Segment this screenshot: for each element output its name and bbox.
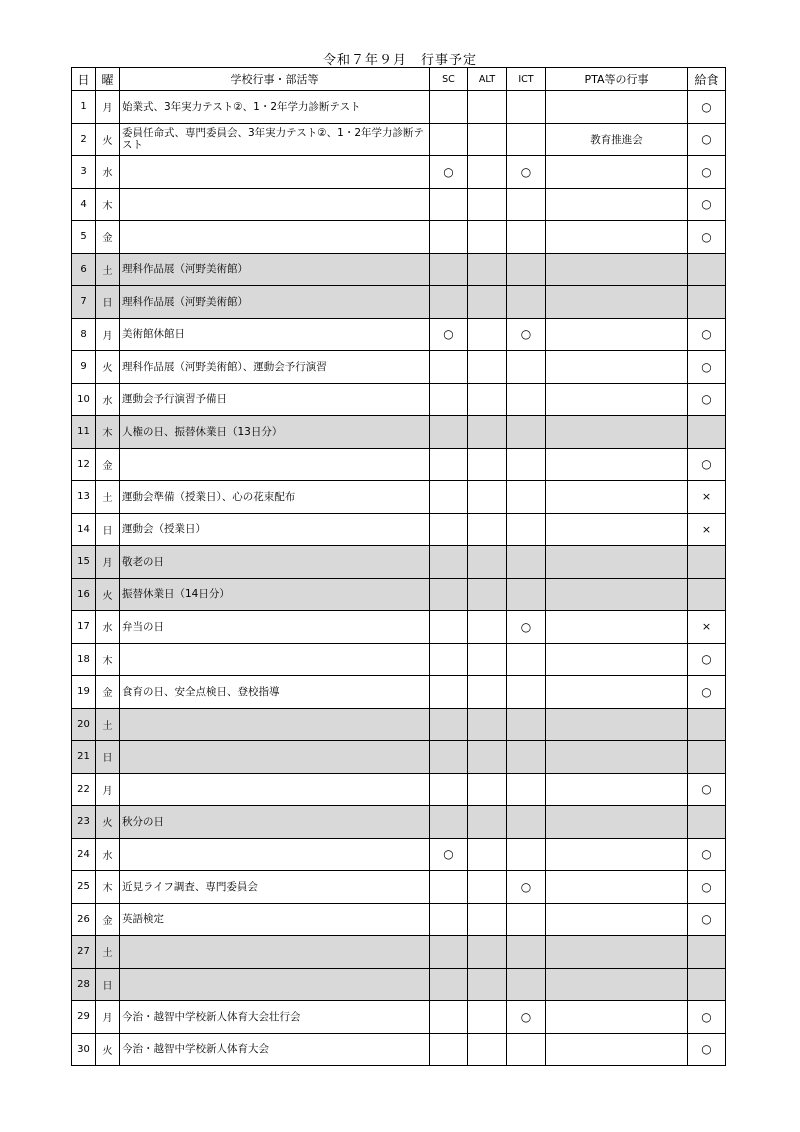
lunch-cell [688, 546, 726, 579]
table-row [72, 968, 726, 1001]
date-cell: 29 [72, 1001, 96, 1034]
lunch-cell: ○ [688, 156, 726, 189]
ict-cell [507, 708, 546, 741]
lunch-cell: ○ [688, 838, 726, 871]
sc-cell [430, 286, 468, 319]
weekday-cell: 木 [96, 871, 120, 904]
pta-cell [546, 383, 688, 416]
pta-cell [546, 513, 688, 546]
table-row [72, 383, 726, 416]
event-cell: 今治・越智中学校新人体育大会 [120, 1033, 430, 1066]
event-cell [120, 838, 430, 871]
weekday-cell: 月 [96, 546, 120, 579]
pta-cell [546, 968, 688, 1001]
ict-cell [507, 676, 546, 709]
pta-cell [546, 806, 688, 839]
weekday-cell: 日 [96, 286, 120, 319]
ict-cell: ○ [507, 1001, 546, 1034]
sc-cell [430, 221, 468, 254]
date-cell: 19 [72, 676, 96, 709]
date-cell: 23 [72, 806, 96, 839]
date-cell: 17 [72, 611, 96, 644]
pta-cell [546, 676, 688, 709]
sc-cell [430, 643, 468, 676]
event-cell: 人権の日、振替休業日（13日分） [120, 416, 430, 449]
date-cell: 7 [72, 286, 96, 319]
header-weekday: 曜 [96, 68, 120, 91]
table-row [72, 936, 726, 969]
ict-cell: ○ [507, 156, 546, 189]
sc-cell [430, 253, 468, 286]
pta-cell [546, 91, 688, 124]
weekday-cell: 水 [96, 611, 120, 644]
date-cell: 20 [72, 708, 96, 741]
ict-cell [507, 578, 546, 611]
weekday-cell: 金 [96, 903, 120, 936]
table-row [72, 773, 726, 806]
date-cell: 27 [72, 936, 96, 969]
date-cell: 21 [72, 741, 96, 774]
sc-cell [430, 416, 468, 449]
event-cell [120, 741, 430, 774]
pta-cell [546, 188, 688, 221]
table-row [72, 286, 726, 319]
alt-cell [468, 708, 507, 741]
event-cell [120, 708, 430, 741]
weekday-cell: 金 [96, 676, 120, 709]
weekday-cell: 日 [96, 968, 120, 1001]
ict-cell [507, 123, 546, 156]
ict-cell [507, 91, 546, 124]
ict-cell [507, 481, 546, 514]
event-cell: 理科作品展（河野美術館）、運動会予行演習 [120, 351, 430, 384]
date-cell: 25 [72, 871, 96, 904]
pta-cell [546, 871, 688, 904]
schedule-table [71, 67, 726, 1066]
header-sc: SC [430, 68, 468, 91]
table-row [72, 351, 726, 384]
table-row [72, 578, 726, 611]
event-cell: 理科作品展（河野美術館） [120, 253, 430, 286]
event-cell: 美術館休館日 [120, 318, 430, 351]
event-cell: 近見ライフ調査、専門委員会 [120, 871, 430, 904]
pta-cell [546, 546, 688, 579]
lunch-cell [688, 936, 726, 969]
event-cell [120, 968, 430, 1001]
event-cell: 弁当の日 [120, 611, 430, 644]
lunch-cell: ○ [688, 448, 726, 481]
event-cell: 理科作品展（河野美術館） [120, 286, 430, 319]
weekday-cell: 火 [96, 351, 120, 384]
event-cell [120, 156, 430, 189]
sc-cell [430, 188, 468, 221]
alt-cell [468, 611, 507, 644]
lunch-cell: ○ [688, 903, 726, 936]
ict-cell [507, 351, 546, 384]
ict-cell [507, 903, 546, 936]
table-row [72, 643, 726, 676]
weekday-cell: 土 [96, 253, 120, 286]
weekday-cell: 火 [96, 806, 120, 839]
alt-cell [468, 91, 507, 124]
weekday-cell: 木 [96, 188, 120, 221]
pta-cell [546, 221, 688, 254]
weekday-cell: 金 [96, 448, 120, 481]
ict-cell [507, 513, 546, 546]
lunch-cell: ○ [688, 123, 726, 156]
ict-cell [507, 968, 546, 1001]
pta-cell [546, 481, 688, 514]
lunch-cell [688, 741, 726, 774]
ict-cell: ○ [507, 318, 546, 351]
event-cell [120, 643, 430, 676]
event-cell: 始業式、3年実力テスト②、1・2年学力診断テスト [120, 91, 430, 124]
sc-cell [430, 676, 468, 709]
page-title: 令和７年９月 行事予定 [322, 53, 477, 68]
table-row [72, 416, 726, 449]
schedule-body [72, 91, 726, 1066]
weekday-cell: 木 [96, 643, 120, 676]
ict-cell [507, 448, 546, 481]
date-cell: 14 [72, 513, 96, 546]
date-cell: 28 [72, 968, 96, 1001]
lunch-cell [688, 286, 726, 319]
table-row [72, 188, 726, 221]
alt-cell [468, 481, 507, 514]
lunch-cell: ○ [688, 773, 726, 806]
alt-cell [468, 221, 507, 254]
table-row [72, 513, 726, 546]
ict-cell [507, 416, 546, 449]
header-ict: ICT [507, 68, 546, 91]
event-cell: 敬老の日 [120, 546, 430, 579]
table-row [72, 903, 726, 936]
pta-cell [546, 286, 688, 319]
date-cell: 5 [72, 221, 96, 254]
lunch-cell: ○ [688, 221, 726, 254]
sc-cell: ○ [430, 318, 468, 351]
event-cell [120, 221, 430, 254]
ict-cell: ○ [507, 871, 546, 904]
table-row [72, 676, 726, 709]
lunch-cell: × [688, 611, 726, 644]
sc-cell [430, 936, 468, 969]
table-row [72, 1001, 726, 1034]
weekday-cell: 日 [96, 741, 120, 774]
date-cell: 30 [72, 1033, 96, 1066]
lunch-cell [688, 708, 726, 741]
alt-cell [468, 936, 507, 969]
header-pta: PTA等の行事 [546, 68, 688, 91]
pta-cell [546, 838, 688, 871]
event-cell: 運動会準備（授業日）、心の花束配布 [120, 481, 430, 514]
table-row [72, 221, 726, 254]
weekday-cell: 火 [96, 578, 120, 611]
sc-cell: ○ [430, 156, 468, 189]
table-row [72, 871, 726, 904]
pta-cell [546, 936, 688, 969]
alt-cell [468, 968, 507, 1001]
date-cell: 11 [72, 416, 96, 449]
sc-cell [430, 1001, 468, 1034]
lunch-cell: ○ [688, 318, 726, 351]
table-row [72, 318, 726, 351]
alt-cell [468, 903, 507, 936]
weekday-cell: 水 [96, 838, 120, 871]
alt-cell [468, 286, 507, 319]
alt-cell [468, 546, 507, 579]
date-cell: 24 [72, 838, 96, 871]
sc-cell [430, 773, 468, 806]
weekday-cell: 水 [96, 156, 120, 189]
sc-cell [430, 968, 468, 1001]
lunch-cell: ○ [688, 871, 726, 904]
sc-cell [430, 1033, 468, 1066]
event-cell: 今治・越智中学校新人体育大会壮行会 [120, 1001, 430, 1034]
sc-cell [430, 351, 468, 384]
table-row [72, 481, 726, 514]
pta-cell [546, 351, 688, 384]
alt-cell [468, 1033, 507, 1066]
sc-cell [430, 513, 468, 546]
date-cell: 18 [72, 643, 96, 676]
alt-cell [468, 253, 507, 286]
event-cell: 振替休業日（14日分） [120, 578, 430, 611]
table-row [72, 741, 726, 774]
date-cell: 1 [72, 91, 96, 124]
table-row [72, 123, 726, 156]
sc-cell [430, 708, 468, 741]
sc-cell [430, 91, 468, 124]
pta-cell [546, 611, 688, 644]
lunch-cell: × [688, 481, 726, 514]
table-row [72, 1033, 726, 1066]
sc-cell [430, 383, 468, 416]
ict-cell [507, 643, 546, 676]
header-events: 学校行事・部活等 [120, 68, 430, 91]
sc-cell [430, 448, 468, 481]
pta-cell [546, 903, 688, 936]
sc-cell [430, 611, 468, 644]
sc-cell [430, 806, 468, 839]
alt-cell [468, 156, 507, 189]
lunch-cell: ○ [688, 676, 726, 709]
date-cell: 6 [72, 253, 96, 286]
date-cell: 9 [72, 351, 96, 384]
pta-cell [546, 156, 688, 189]
table-row [72, 156, 726, 189]
lunch-cell [688, 806, 726, 839]
alt-cell [468, 123, 507, 156]
weekday-cell: 水 [96, 383, 120, 416]
sc-cell [430, 871, 468, 904]
ict-cell [507, 188, 546, 221]
alt-cell [468, 643, 507, 676]
lunch-cell: ○ [688, 91, 726, 124]
pta-cell [546, 1001, 688, 1034]
weekday-cell: 土 [96, 936, 120, 969]
table-row [72, 611, 726, 644]
alt-cell [468, 578, 507, 611]
table-row [72, 806, 726, 839]
lunch-cell [688, 416, 726, 449]
alt-cell [468, 806, 507, 839]
sc-cell [430, 741, 468, 774]
lunch-cell: ○ [688, 1001, 726, 1034]
lunch-cell: ○ [688, 383, 726, 416]
weekday-cell: 火 [96, 123, 120, 156]
date-cell: 4 [72, 188, 96, 221]
table-row [72, 838, 726, 871]
event-cell [120, 448, 430, 481]
ict-cell [507, 383, 546, 416]
weekday-cell: 月 [96, 773, 120, 806]
sc-cell [430, 546, 468, 579]
alt-cell [468, 1001, 507, 1034]
pta-cell: 教育推進会 [546, 123, 688, 156]
event-cell [120, 936, 430, 969]
ict-cell: ○ [507, 611, 546, 644]
date-cell: 2 [72, 123, 96, 156]
alt-cell [468, 318, 507, 351]
pta-cell [546, 1033, 688, 1066]
pta-cell [546, 318, 688, 351]
pta-cell [546, 448, 688, 481]
weekday-cell: 木 [96, 416, 120, 449]
date-cell: 26 [72, 903, 96, 936]
date-cell: 10 [72, 383, 96, 416]
ict-cell [507, 773, 546, 806]
weekday-cell: 土 [96, 481, 120, 514]
header-alt: ALT [468, 68, 507, 91]
sc-cell [430, 481, 468, 514]
pta-cell [546, 773, 688, 806]
ict-cell [507, 546, 546, 579]
weekday-cell: 火 [96, 1033, 120, 1066]
header-row [72, 68, 726, 91]
table-row [72, 708, 726, 741]
alt-cell [468, 871, 507, 904]
pta-cell [546, 643, 688, 676]
alt-cell [468, 351, 507, 384]
alt-cell [468, 773, 507, 806]
date-cell: 8 [72, 318, 96, 351]
alt-cell [468, 676, 507, 709]
weekday-cell: 日 [96, 513, 120, 546]
table-row [72, 253, 726, 286]
alt-cell [468, 448, 507, 481]
lunch-cell: ○ [688, 351, 726, 384]
alt-cell [468, 416, 507, 449]
header-date: 日 [72, 68, 96, 91]
ict-cell [507, 253, 546, 286]
lunch-cell: × [688, 513, 726, 546]
alt-cell [468, 838, 507, 871]
sc-cell [430, 903, 468, 936]
ict-cell [507, 1033, 546, 1066]
lunch-cell [688, 253, 726, 286]
weekday-cell: 土 [96, 708, 120, 741]
table-row [72, 546, 726, 579]
pta-cell [546, 253, 688, 286]
ict-cell [507, 806, 546, 839]
lunch-cell: ○ [688, 643, 726, 676]
header-lunch: 給食 [688, 68, 726, 91]
date-cell: 3 [72, 156, 96, 189]
sc-cell: ○ [430, 838, 468, 871]
event-cell: 秋分の日 [120, 806, 430, 839]
date-cell: 13 [72, 481, 96, 514]
pta-cell [546, 578, 688, 611]
sc-cell [430, 578, 468, 611]
table-row [72, 448, 726, 481]
event-cell: 委員任命式、専門委員会、3年実力テスト②、1・2年学力診断テスト [120, 123, 430, 156]
event-cell: 英語検定 [120, 903, 430, 936]
ict-cell [507, 286, 546, 319]
weekday-cell: 月 [96, 318, 120, 351]
pta-cell [546, 741, 688, 774]
event-cell: 食育の日、安全点検日、登校指導 [120, 676, 430, 709]
weekday-cell: 金 [96, 221, 120, 254]
pta-cell [546, 416, 688, 449]
alt-cell [468, 513, 507, 546]
table-row [72, 91, 726, 124]
event-cell: 運動会予行演習予備日 [120, 383, 430, 416]
sc-cell [430, 123, 468, 156]
weekday-cell: 月 [96, 1001, 120, 1034]
event-cell [120, 188, 430, 221]
date-cell: 16 [72, 578, 96, 611]
lunch-cell [688, 578, 726, 611]
lunch-cell [688, 968, 726, 1001]
ict-cell [507, 838, 546, 871]
date-cell: 15 [72, 546, 96, 579]
ict-cell [507, 936, 546, 969]
date-cell: 22 [72, 773, 96, 806]
event-cell: 運動会（授業日） [120, 513, 430, 546]
date-cell: 12 [72, 448, 96, 481]
weekday-cell: 月 [96, 91, 120, 124]
alt-cell [468, 188, 507, 221]
lunch-cell: ○ [688, 1033, 726, 1066]
ict-cell [507, 221, 546, 254]
pta-cell [546, 708, 688, 741]
ict-cell [507, 741, 546, 774]
alt-cell [468, 741, 507, 774]
alt-cell [468, 383, 507, 416]
lunch-cell: ○ [688, 188, 726, 221]
event-cell [120, 773, 430, 806]
